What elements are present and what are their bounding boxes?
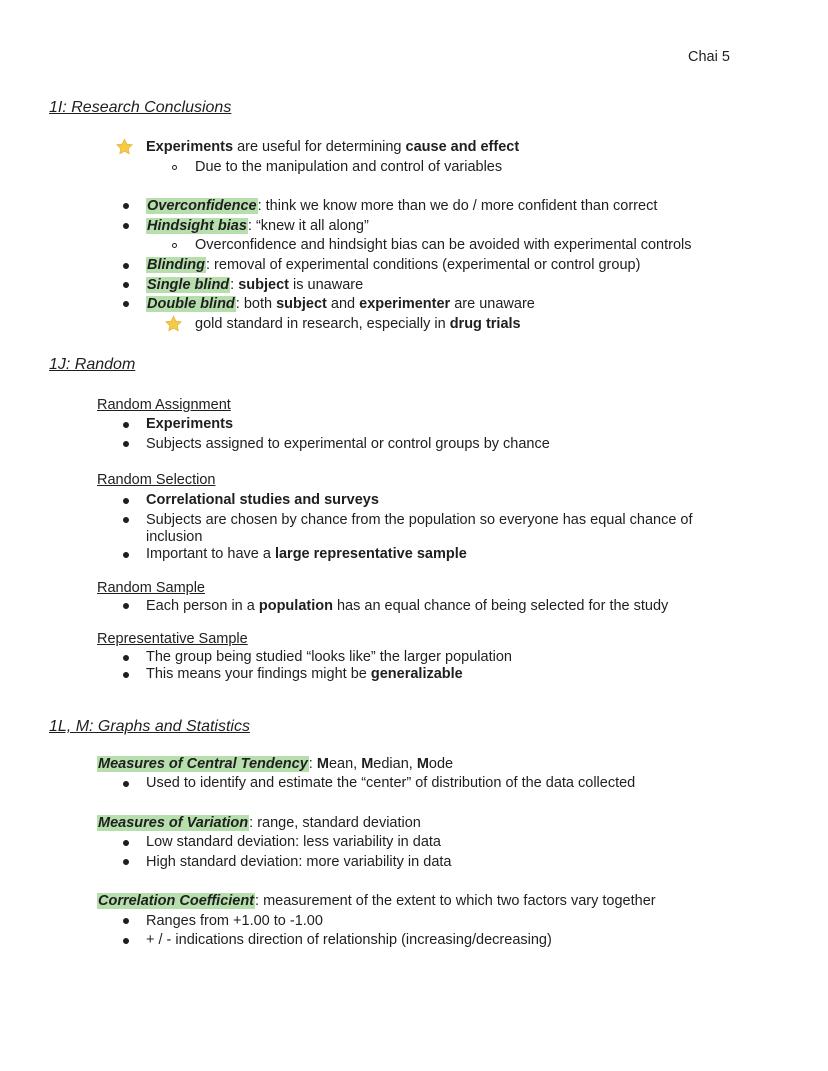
list-item: Subjects are chosen by chance from the population so everyone has equal chance of: [146, 512, 693, 528]
bullet-icon: [123, 840, 129, 846]
list-item: Important to have a large representative sample: [146, 546, 467, 562]
list-item: Used to identify and estimate the “center” of distribution of the data collected: [146, 775, 636, 791]
bullet-icon: [123, 263, 129, 269]
list-item: Low standard deviation: less variability in data: [146, 834, 441, 850]
section-title-research-conclusions: 1I: Research Conclusions: [49, 99, 232, 116]
subheading-random-assignment: Random Assignment: [97, 397, 231, 413]
bullet-icon: [123, 918, 129, 924]
list-item: Overconfidence: think we know more than we do / more confident than correct: [147, 198, 658, 214]
list-item: Correlational studies and surveys: [146, 492, 379, 508]
list-item: Hindsight bias: “knew it all along”: [147, 218, 369, 234]
bullet-icon: [123, 859, 129, 865]
list-item: Ranges from +1.00 to -1.00: [146, 913, 323, 929]
subheading-random-selection: Random Selection: [97, 472, 216, 488]
bullet-icon: [123, 498, 129, 504]
star-icon: [115, 138, 134, 156]
list-item: The group being studied “looks like” the larger population: [146, 649, 512, 665]
sub-bullet-icon: [172, 243, 177, 248]
term-variation: Measures of Variation: range, standard deviation: [98, 815, 421, 831]
bullet-icon: [123, 422, 129, 428]
section-title-graphs-and-statistics: 1L, M: Graphs and Statistics: [49, 718, 250, 735]
list-item: High standard deviation: more variability in data: [146, 854, 452, 870]
list-item: Double blind: both subject and experimenter are unaware: [147, 296, 535, 312]
list-item: This means your findings might be generalizable: [146, 666, 463, 682]
bullet-icon: [123, 672, 129, 678]
bullet-icon: [123, 203, 129, 209]
star-icon: [164, 315, 183, 333]
section-title-random: 1J: Random: [49, 356, 136, 373]
list-item: Experiments: [146, 416, 234, 432]
list-item-continuation: inclusion: [146, 529, 203, 545]
subheading-representative-sample: Representative Sample: [97, 631, 248, 647]
bullet-icon: [123, 552, 129, 558]
list-item: Overconfidence and hindsight bias can be avoided with experimental controls: [195, 237, 692, 253]
list-item: Subjects assigned to experimental or control groups by chance: [146, 436, 550, 452]
bullet-icon: [123, 938, 129, 944]
subheading-random-sample: Random Sample: [97, 580, 205, 596]
bullet-icon: [123, 781, 129, 787]
bullet-icon: [123, 603, 129, 609]
list-item: + / - indications direction of relationship (increasing/decreasing): [146, 932, 552, 948]
sub-bullet-icon: [172, 165, 177, 170]
page-header: Chai 5: [688, 49, 730, 65]
list-item: Experiments are useful for determining cause and effect: [146, 139, 520, 155]
bullet-icon: [123, 441, 129, 447]
term-correlation-coefficient: Correlation Coefficient: measurement of the extent to which two factors vary together: [98, 893, 656, 909]
bullet-icon: [123, 301, 129, 307]
list-item: Blinding: removal of experimental conditions (experimental or control group): [147, 257, 641, 273]
list-item: Each person in a population has an equal chance of being selected for the study: [146, 598, 669, 614]
list-item: Single blind: subject is unaware: [147, 277, 364, 293]
list-item: Due to the manipulation and control of variables: [195, 159, 503, 175]
bullet-icon: [123, 223, 129, 229]
bullet-icon: [123, 282, 129, 288]
bullet-icon: [123, 517, 129, 523]
list-item: gold standard in research, especially in drug trials: [195, 316, 521, 332]
bullet-icon: [123, 655, 129, 661]
term-central-tendency: Measures of Central Tendency: Mean, Median, Mode: [98, 756, 454, 772]
